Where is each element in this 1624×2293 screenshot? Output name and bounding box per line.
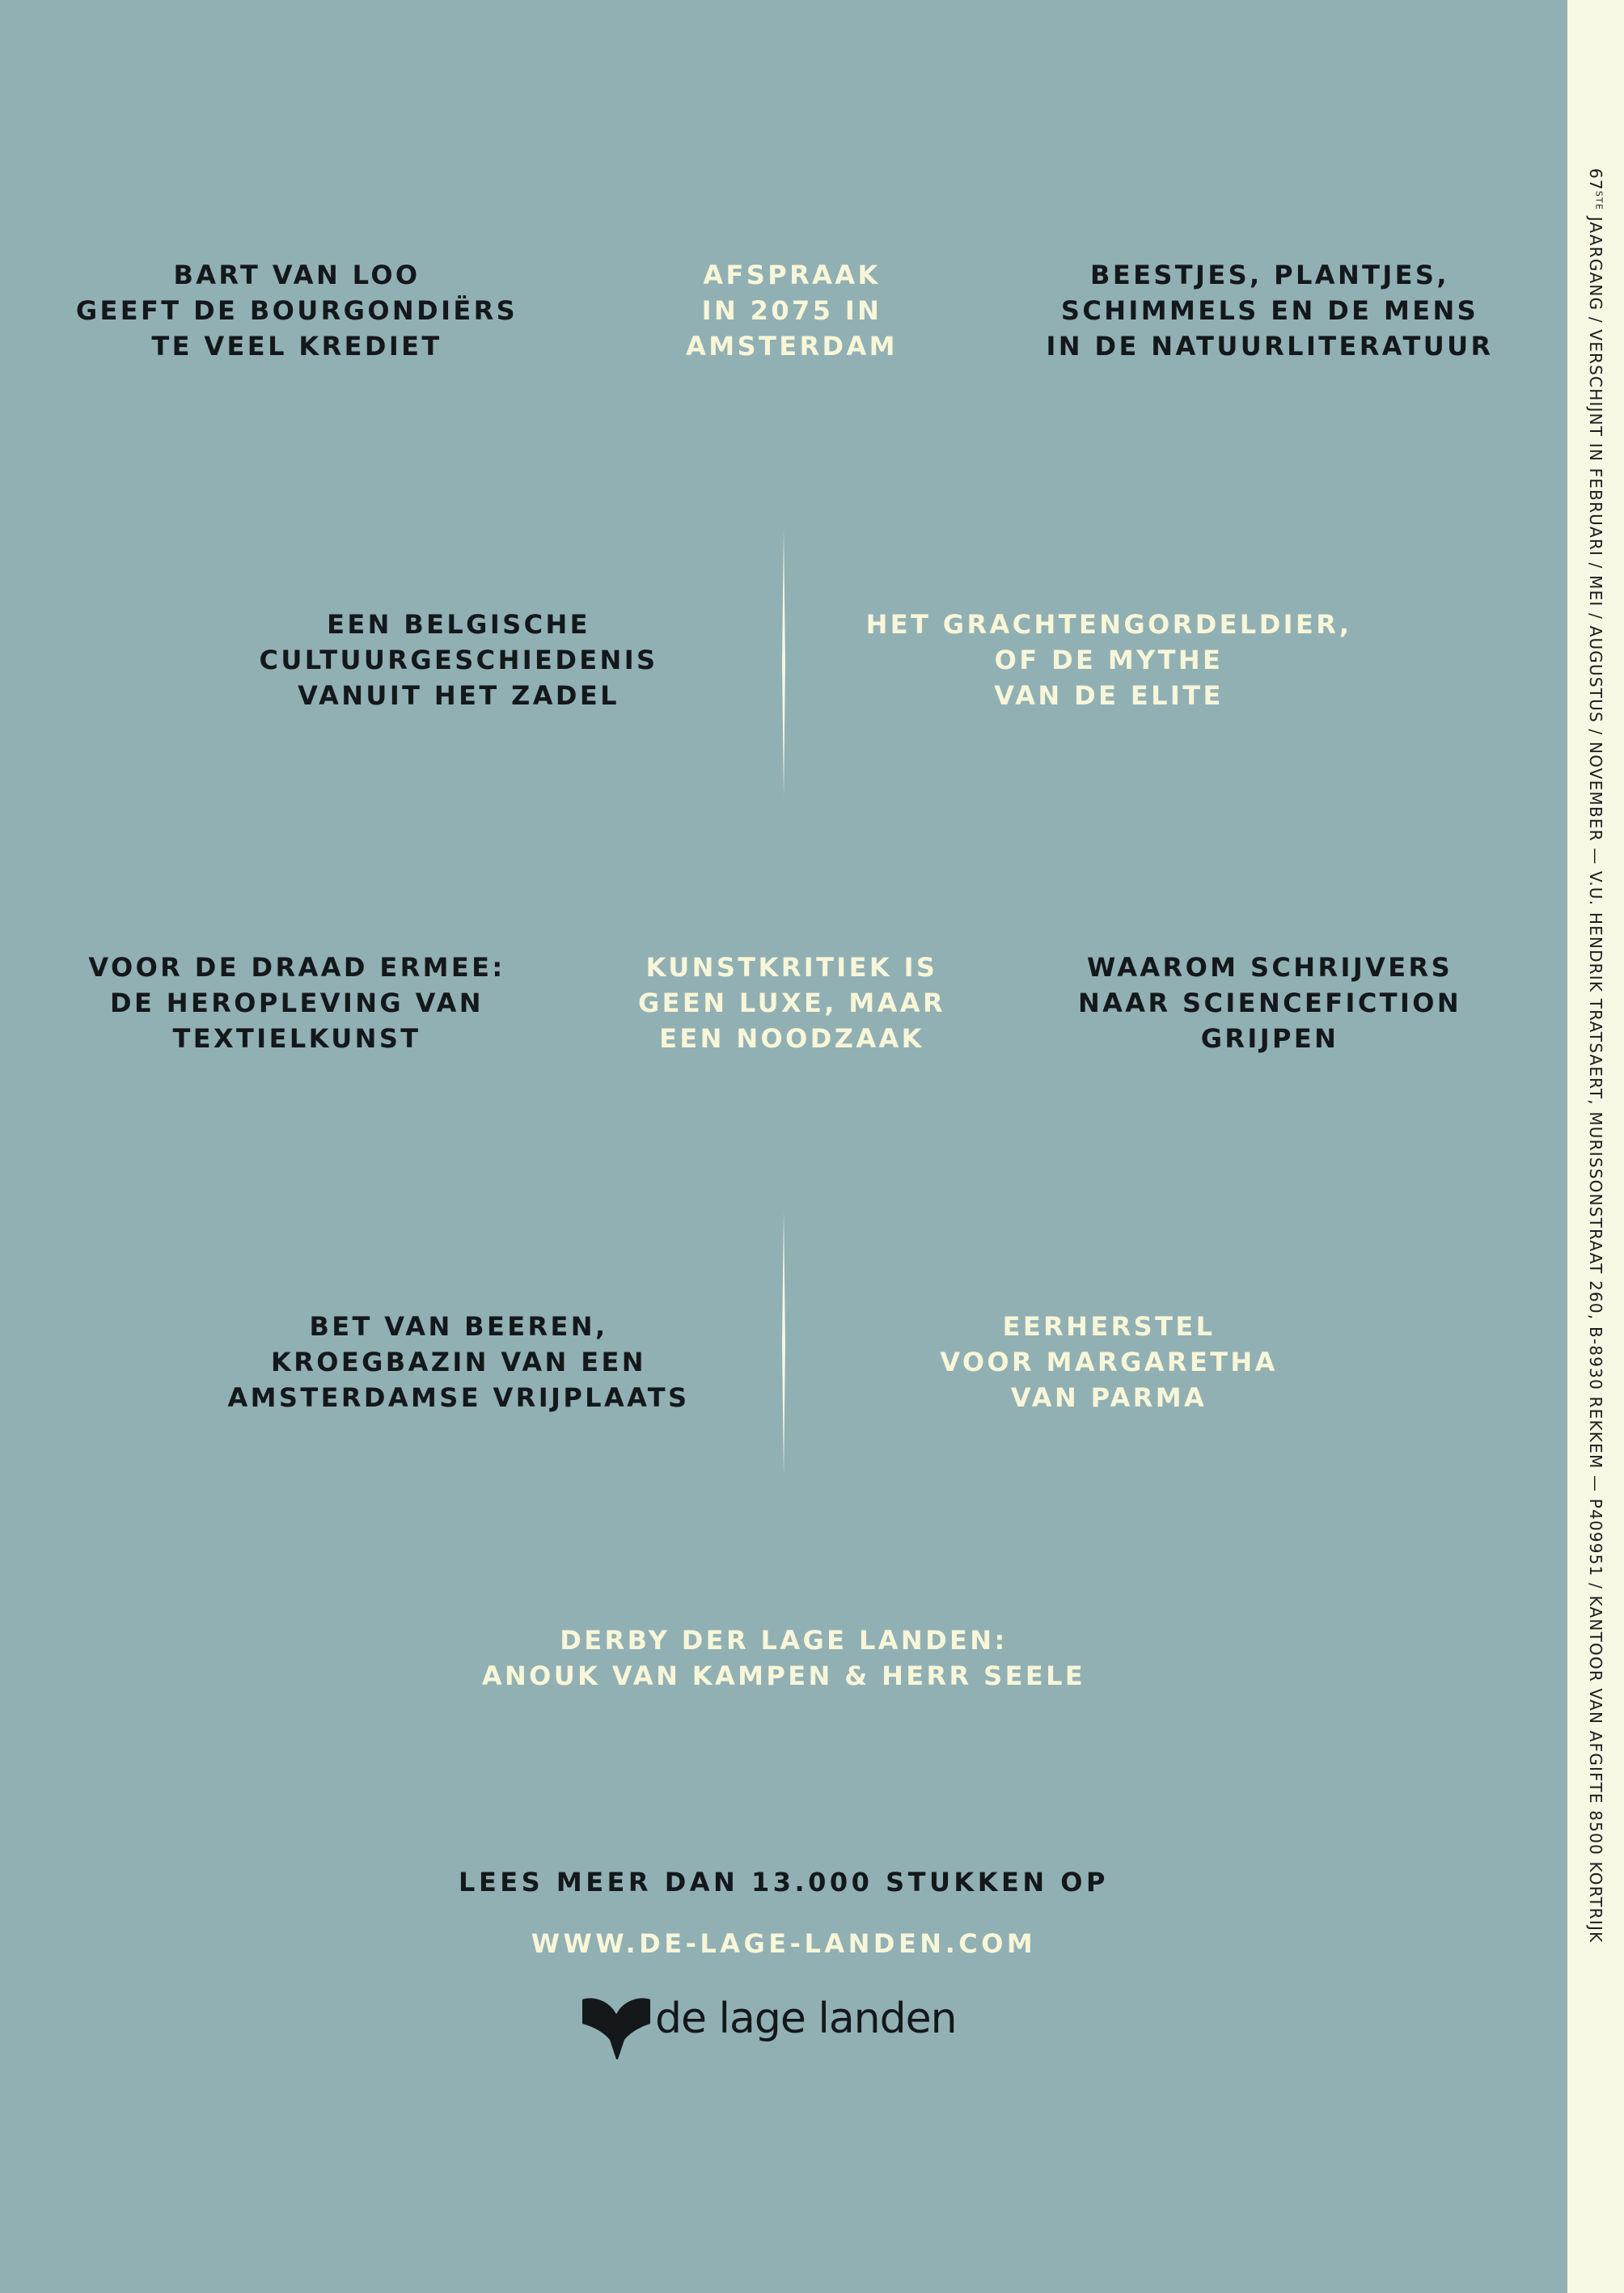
headline-line: IN DE NATUURLITERATUUR (1046, 331, 1494, 362)
headline-line: AFSPRAAK (703, 260, 881, 290)
headline-line: GEEFT DE BOURGONDIËRS (75, 295, 518, 326)
headline-line: VANUIT HET ZADEL (298, 680, 620, 711)
headline-line: EEN BELGISCHE (327, 609, 590, 640)
headline-line: WAAROM SCHRIJVERS (1086, 952, 1453, 983)
headline-afspraak-2075 (686, 257, 898, 364)
logo-wordmark: de lage landen (655, 1995, 957, 2043)
brand-logo (581, 1991, 1001, 2064)
website-url[interactable]: WWW.DE-LAGE-LANDEN.COM (531, 1928, 1037, 1959)
headline-margaretha-van-parma (940, 1309, 1278, 1415)
headline-line: VOOR DE DRAAD ERMEE: (88, 952, 505, 983)
headline-line: AMSTERDAMSE VRIJPLAATS (227, 1382, 690, 1413)
headline-derby-der-lage-landen (482, 1622, 1085, 1694)
headline-line: NAAR SCIENCEFICTION (1077, 988, 1462, 1018)
headline-kunstkritiek (638, 950, 945, 1056)
headline-line: TEXTIELKUNST (172, 1023, 421, 1054)
headline-natuurliteratuur (1046, 257, 1493, 364)
headline-line: TE VEEL KREDIET (151, 331, 442, 362)
spine-imprint-text: JAARGANG / VERSCHIJNT IN FEBRUARI / MEI / AUGUSTUS / NOVEMBER — V.U. HENDRIK TRATSAERT, MURISSONSTRAAT 260, B-8930 REKKEM — P409951 / KANTOOR VAN AFGIFTE 8500 KORTRIJK (1586, 216, 1605, 1944)
headline-line: KUNSTKRITIEK IS (645, 952, 938, 983)
headline-line: CULTUURGESCHIEDENIS (259, 645, 658, 675)
headline-line: HET GRACHTENGORDELDIER, (865, 609, 1352, 640)
headline-line: VOOR MARGARETHA (940, 1347, 1278, 1377)
headline-line: VAN PARMA (1010, 1382, 1207, 1413)
headline-line: GRIJPEN (1200, 1023, 1339, 1054)
headline-belgische-cultuurgeschiedenis (260, 607, 658, 713)
headline-sciencefiction (1078, 950, 1461, 1056)
open-book-leaf-icon (581, 1991, 653, 2064)
headline-line: BET VAN BEEREN, (309, 1311, 608, 1342)
headline-bart-van-loo (76, 257, 518, 364)
cta-read-more: LEES MEER DAN 13.000 STUKKEN OP (459, 1867, 1109, 1897)
headline-textielkunst (88, 950, 505, 1056)
headline-line: OF DE MYTHE (994, 645, 1224, 675)
spine-ordinal: 67 (1586, 168, 1605, 191)
headline-line: SCHIMMELS EN DE MENS (1060, 295, 1479, 326)
headline-line: EEN NOODZAAK (659, 1023, 924, 1054)
spine-ordinal-suffix: STE (1593, 190, 1605, 211)
headline-line: ANOUK VAN KAMPEN & HERR SEELE (481, 1661, 1086, 1691)
headline-line: BEESTJES, PLANTJES, (1090, 260, 1449, 290)
headline-line: VAN DE ELITE (994, 680, 1224, 711)
headline-grachtengordeldier (866, 607, 1352, 713)
headline-line: GEEN LUXE, MAAR (638, 988, 945, 1018)
headline-line: KROEGBAZIN VAN EEN (271, 1347, 646, 1377)
headline-line: IN 2075 IN (701, 295, 882, 326)
headline-line: EERHERSTEL (1002, 1311, 1216, 1342)
headline-line: DERBY DER LAGE LANDEN: (560, 1625, 1008, 1656)
spine-imprint (1588, 168, 1604, 1943)
headline-line: DE HEROPLEVING VAN (110, 988, 484, 1018)
headline-line: AMSTERDAM (686, 331, 898, 362)
headline-line: BART VAN LOO (173, 260, 421, 290)
headline-bet-van-beeren (228, 1309, 690, 1415)
